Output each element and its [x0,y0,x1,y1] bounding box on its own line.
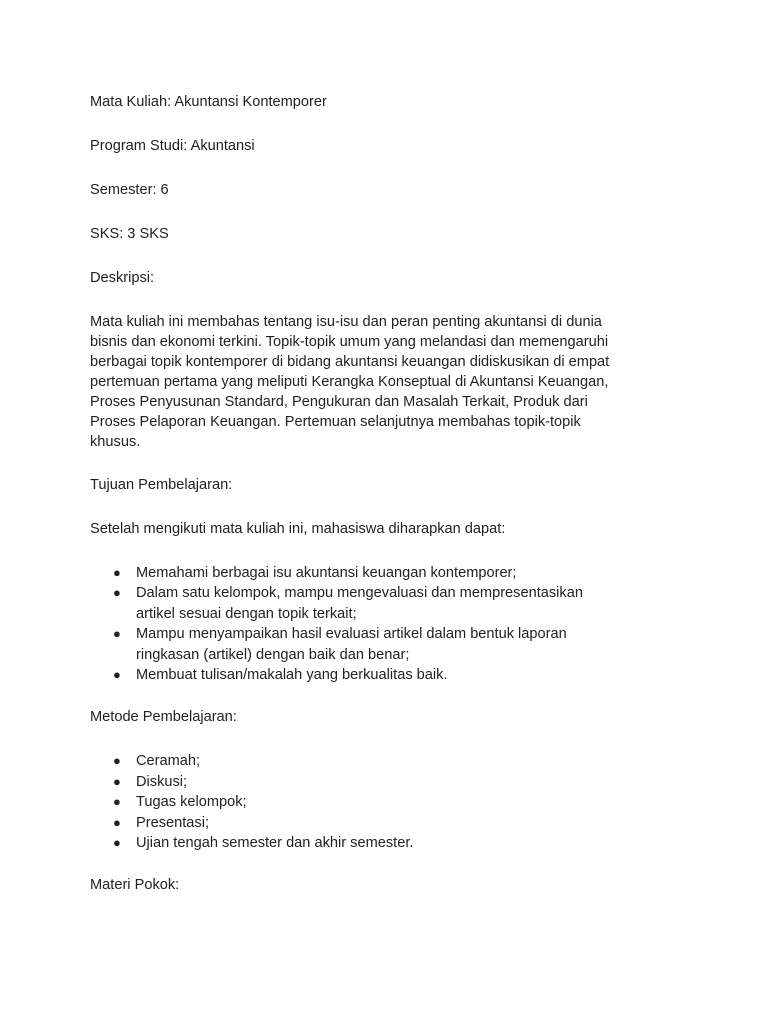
document-page [90,92,650,895]
bullet-icon: ● [113,773,121,789]
bullet-icon: ● [113,626,121,642]
bullet-icon: ● [113,753,121,769]
sks-info: SKS: 3 SKS [90,226,169,242]
objectives-heading: Tujuan Pembelajaran: [90,477,233,493]
description-paragraph [90,312,650,452]
list-item [90,792,650,812]
list-item-line: Tugas kelompok; [136,794,247,811]
description-heading: Deskripsi: [90,270,155,286]
list-item-line: Dalam satu kelompok, mampu mengevaluasi dan mempresentasikan [136,585,583,602]
list-item-line: Membuat tulisan/makalah yang berkualitas baik. [136,667,448,684]
list-item-line: Diskusi; [136,773,188,790]
list-item-line: artikel sesuai dengan topik terkait; [136,605,357,622]
methods-heading: Metode Pembelajaran: [90,709,237,726]
description-line: pertemuan pertama yang meliputi Kerangka Konseptual di Akuntansi Keuangan, [90,374,609,390]
semester-info: Semester: 6 [90,182,169,198]
study-program: Program Studi: Akuntansi [90,138,255,154]
description-line: khusus. [90,434,141,450]
list-item-line: ringkasan (artikel) dengan baik dan benar; [136,646,410,663]
list-item-line: Presentasi; [136,814,210,831]
methods-list [90,751,650,853]
list-item [90,751,650,771]
description-line: Proses Pelaporan Keuangan. Pertemuan selanjutnya membahas topik-topik [90,414,581,430]
description-line: Proses Penyusunan Standard, Pengukuran dan Masalah Terkait, Produk dari [90,394,588,410]
objectives-list [90,563,650,685]
list-item [90,833,650,853]
bullet-icon: ● [113,835,121,851]
objectives-intro: Setelah mengikuti mata kuliah ini, mahasiswa diharapkan dapat: [90,521,506,537]
description-line: bisnis dan ekonomi terkini. Topik-topik umum yang melandasi dan memengaruhi [90,334,609,350]
bullet-icon: ● [113,565,121,580]
description-line: Mata kuliah ini membahas tentang isu-isu dan peran penting akuntansi di dunia [90,314,602,330]
bullet-icon: ● [113,585,121,601]
bullet-icon: ● [113,794,121,810]
list-item-line: Mampu menyampaikan hasil evaluasi artikel dalam bentuk laporan [136,626,567,643]
list-item [90,624,650,665]
list-item [90,563,650,583]
bullet-icon: ● [113,814,121,830]
list-item-line: Ujian tengah semester dan akhir semester. [136,835,414,852]
list-item [90,665,650,685]
materials-heading: Materi Pokok: [90,877,180,894]
list-item [90,813,650,833]
bullet-icon: ● [113,667,121,683]
list-item-line: Memahami berbagai isu akuntansi keuangan kontemporer; [136,565,517,581]
list-item [90,583,650,624]
list-item-line: Ceramah; [136,753,201,770]
list-item [90,772,650,792]
description-line: berbagai topik kontemporer di bidang akuntansi keuangan didiskusikan di empat [90,354,610,370]
course-title: Mata Kuliah: Akuntansi Kontemporer [90,94,327,110]
